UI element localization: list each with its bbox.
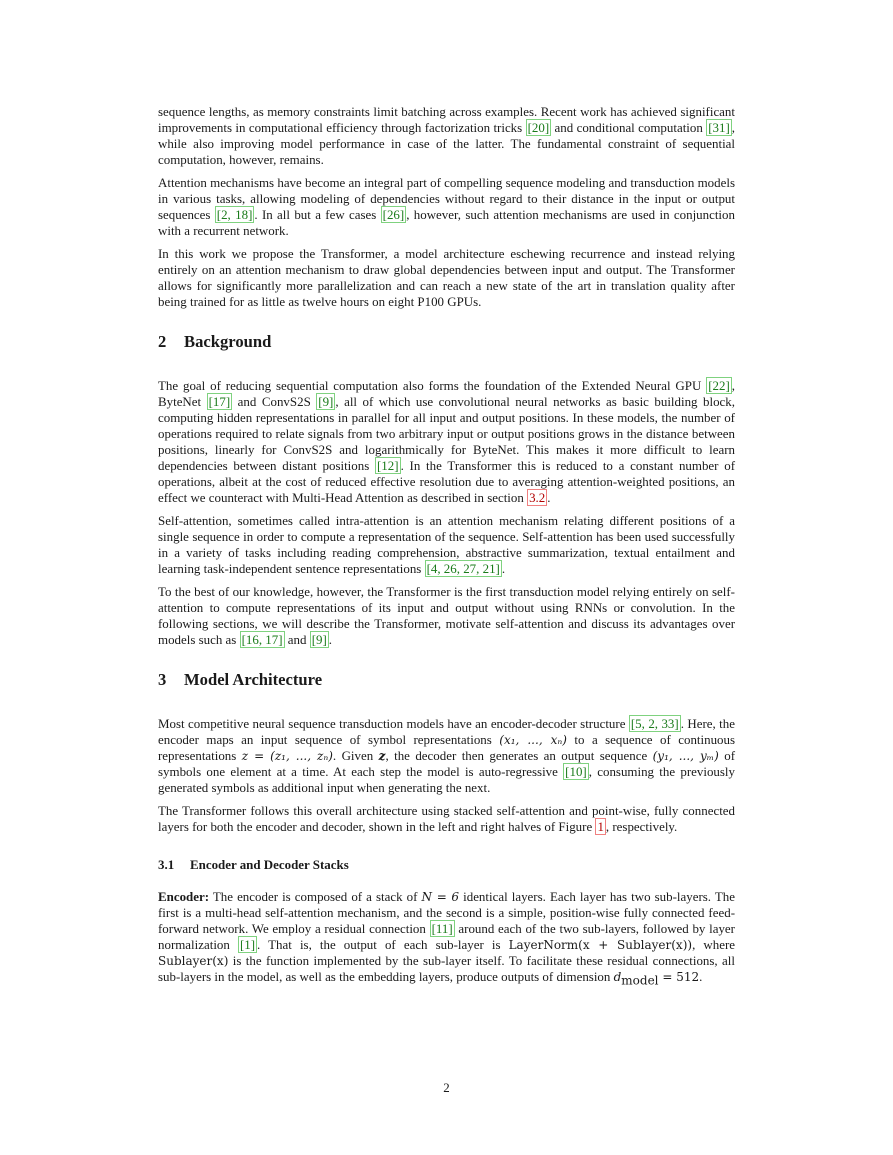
citation-link[interactable]: [22] — [708, 378, 730, 393]
math-inline: Sublayer(x) — [158, 954, 229, 968]
section-ref-link[interactable]: 3.2 — [529, 490, 546, 505]
page-number: 2 — [443, 1080, 450, 1095]
paragraph: Attention mechanisms have become an integral part of compelling sequence modeling and transduction models in various tasks, allowing modeling of dependencies without regard to their distance in the input or output sequences [2, 18] . In all but a few cases [26] , however, such attention mechanisms are used in conjunction with a recurrent network. — [158, 175, 735, 238]
citation-link[interactable]: [17] — [208, 394, 231, 409]
paragraph: The goal of reducing sequential computation also forms the foundation of the Extended Neural GPU [22] , ByteNet [17] and ConvS2S [9] , all of which use convolutional neural networks as basic building block, computing hidden representations in parallel for all input and output positions. In these models, the number of operations required to relate signals from two arbitrary input or output positions grows in the distance between positions, linearly for ConvS2S and logarithmically for ByteNet. This makes it more difficult to learn dependencies between distant positions [12] . In the Transformer this is reduced to a constant number of operations, albeit at the cost of reduced effective resolution due to averaging attention-weighted positions, an effect we counteract with Multi-Head Attention as described in section 3.2 . — [158, 378, 736, 505]
citation-link[interactable]: [26] — [382, 207, 405, 222]
paragraph: To the best of our knowledge, however, the Transformer is the first transduction model relying entirely on self-attention to compute representations of its input and output without using RNNs or convolution. In the following sections, we will describe the Transformer, motivate self-attention and discuss its advantages over models such as [16, 17] and [9] . — [158, 584, 735, 647]
math-inline: (y₁, ..., yₘ) — [652, 749, 719, 763]
citation-link[interactable]: [1] — [239, 937, 256, 952]
citation-link[interactable]: [11] — [431, 921, 453, 936]
citation-link[interactable]: [10] — [565, 764, 587, 779]
paragraph: In this work we propose the Transformer, a model architecture eschewing recurrence and instead relying entirely on an attention mechanism to draw global dependencies between input and output. The Transformer allows for significantly more parallelization and can reach a new state of the art in translation quality after being trained for as little as twelve hours on eight P100 GPUs. — [158, 246, 735, 309]
paragraph: Encoder: The encoder is composed of a stack of N = 6 identical layers. Each layer has two sub-layers. The first is a multi-head self-attention mechanism, and the second is a simple, position-wise fully connected feed-forward network. We employ a residual connection [11] around each of the two sub-layers, followed by layer normalization [1] . That is, the output of each sub-layer is LayerNorm(x + Sublayer(x)), where Sublayer(x) is the function implemented by the sub-layer itself. To facilitate these residual connections, all sub-layers in the model, as well as the embedding layers, produce outputs of dimension $d_{model} = 512$. — [158, 889, 735, 988]
paragraph-lead: Encoder: — [158, 889, 210, 904]
citation-link[interactable]: [5, 2, 33] — [630, 716, 679, 731]
math-inline: (x₁, ..., xₙ) — [499, 733, 567, 747]
paragraph: Most competitive neural sequence transduction models have an encoder-decoder structure [5, 2, 33] . Here, the encoder maps an input sequence of symbol representations (x₁, ..., xₙ) to a sequence of continuous representations z = (z₁, ..., zₙ). Given z, the decoder then generates an output sequence (y₁, ..., yₘ) of symbols one element at a time. At each step the model is auto-regressive [10] , consuming the previously generated symbols as additional input when generating the next. — [158, 716, 736, 795]
citation-link[interactable]: [9] — [311, 632, 327, 647]
text-column — [158, 104, 735, 995]
citation-link[interactable]: [20] — [527, 120, 550, 135]
math-inline: LayerNorm(x + Sublayer(x)) — [508, 938, 693, 952]
math-inline: z = (z₁, ..., zₙ) — [241, 749, 333, 763]
figure-ref-link[interactable]: 1 — [597, 819, 604, 834]
subsection-heading-encoder-decoder-stacks: 3.1 Encoder and Decoder Stacks — [158, 857, 349, 872]
math-inline: $d_{model} = 512$ — [613, 970, 700, 988]
paragraph: The Transformer follows this overall architecture using stacked self-attention and point-wise, fully connected layers for both the encoder and decoder, shown in the left and right halves of Figure 1 , respectively. — [158, 803, 735, 834]
paragraph: Self-attention, sometimes called intra-attention is an attention mechanism relating different positions of a single sequence in order to compute a representation of the sequence. Self-attention has been used successfully in a variety of tasks including reading comprehension, abstractive summarization, textual entailment and learning task-independent sentence representations [4, 26, 27, 21] . — [158, 513, 735, 576]
section-heading-background: 2 Background — [158, 332, 272, 351]
citation-link[interactable]: [12] — [377, 458, 399, 473]
section-heading-model-architecture: 3 Model Architecture — [158, 670, 323, 689]
math-inline: z — [378, 749, 386, 763]
citation-link[interactable]: [2, 18] — [216, 207, 253, 222]
citation-link[interactable]: [16, 17] — [241, 632, 283, 647]
citation-link[interactable]: [9] — [318, 394, 334, 409]
citation-link[interactable]: [31] — [708, 120, 730, 135]
paragraph: sequence lengths, as memory constraints limit batching across examples. Recent work has achieved significant improvements in computational efficiency through factorization tricks [20] and conditional computation [31] , while also improving model performance in case of the latter. The fundamental constraint of sequential computation, however, remains. — [158, 104, 736, 167]
citation-link[interactable]: [4, 26, 27, 21] — [426, 561, 500, 576]
math-inline: N = 6 — [421, 890, 460, 904]
